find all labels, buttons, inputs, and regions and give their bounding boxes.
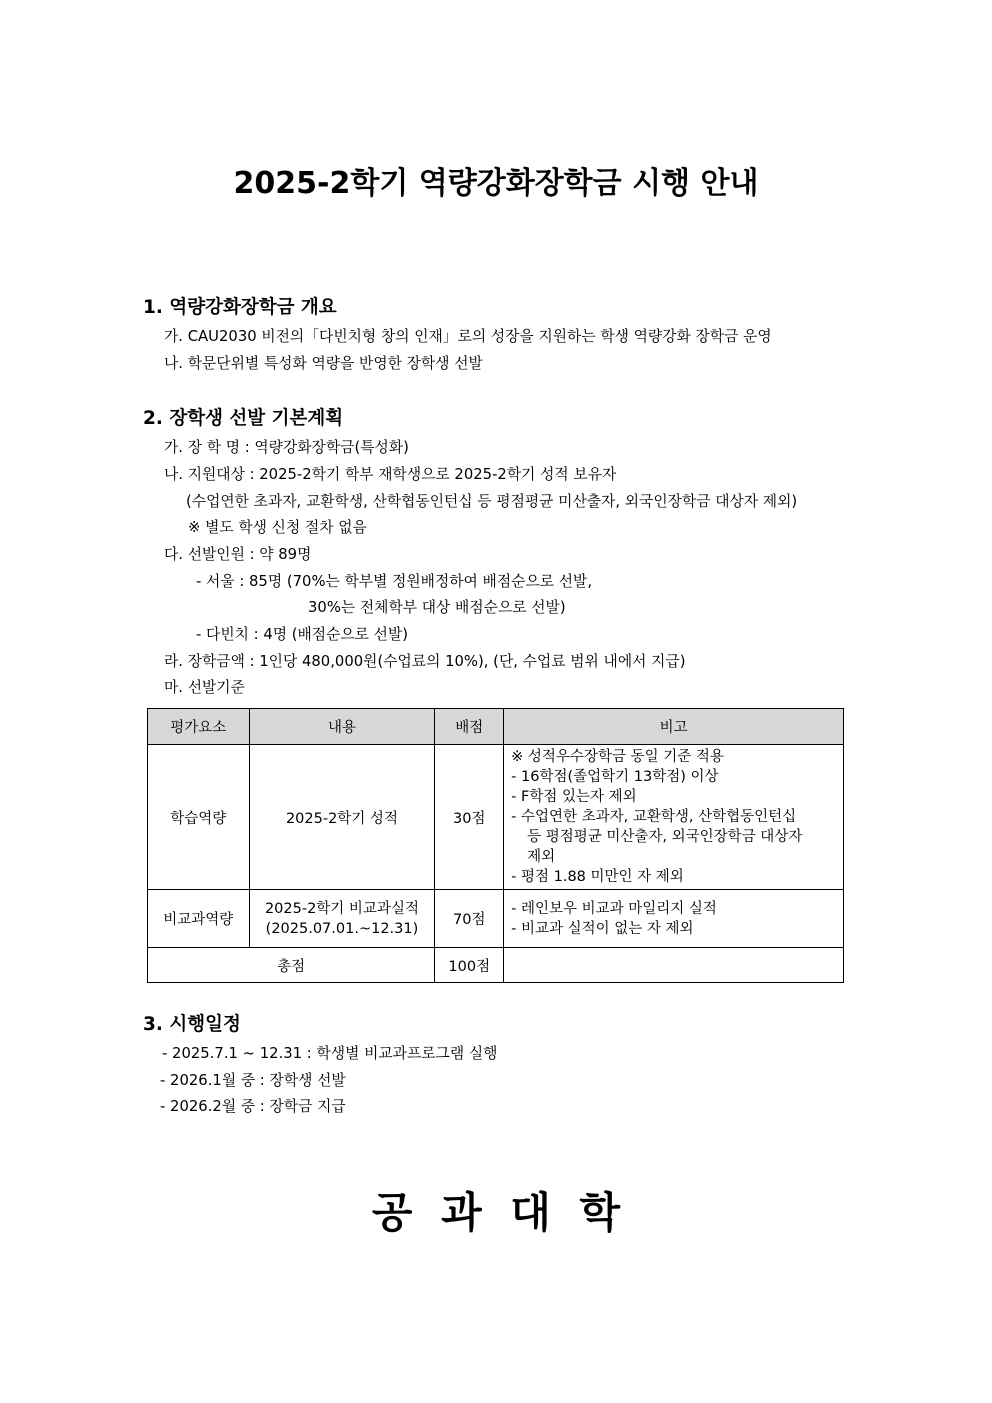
section1-heading: 1. 역량강화장학금 개요 <box>143 297 337 318</box>
schedule-item: - 2026.1월 중 : 장학생 선발 <box>160 1072 346 1089</box>
section3-heading: 3. 시행일정 <box>143 1014 241 1035</box>
remark-line: - 16학점(졸업학기 13학점) 이상 <box>511 769 719 785</box>
total-remarks <box>504 948 844 983</box>
cell-content: 2025-2학기 성적 <box>249 745 435 890</box>
eligibility-exclusions: (수업연한 초과자, 교환학생, 산학협동인턴십 등 평점평균 미산출자, 외국인장학금 대상자 제외) <box>186 493 798 510</box>
table-row <box>148 745 844 890</box>
section2-heading: 2. 장학생 선발 기본계획 <box>143 408 344 429</box>
remark-line: - 수업연한 초과자, 교환학생, 산학협동인턴십 <box>511 809 797 825</box>
selection-criteria-line: 마. 선발기준 <box>164 679 245 696</box>
scholarship-name-line: 가. 장 학 명 : 역량강화장학금(특성화) <box>164 439 409 456</box>
content-line: (2025.07.01.~12.31) <box>265 920 419 937</box>
remark-line: - 비교과 실적이 없는 자 제외 <box>511 920 694 937</box>
header-evaluation-element: 평가요소 <box>148 709 250 745</box>
eligibility-line: 나. 지원대상 : 2025-2학기 학부 재학생으로 2025-2학기 성적 보유자 <box>164 466 617 483</box>
seoul-quota-continued: 30%는 전체학부 대상 배점순으로 선발) <box>308 599 566 616</box>
remark-line: 등 평점평균 미산출자, 외국인장학금 대상자 <box>527 829 803 845</box>
davinci-quota-line: - 다빈치 : 4명 (배점순으로 선발) <box>196 626 409 643</box>
selection-criteria-table <box>147 708 844 983</box>
remark-line: 제외 <box>527 849 556 865</box>
remark-line: - 레인보우 비교과 마일리지 실적 <box>511 900 717 917</box>
table-header-row <box>148 709 844 745</box>
cell-element: 학습역량 <box>148 745 250 890</box>
table-total-row <box>148 948 844 983</box>
remark-line: - 평점 1.88 미만인 자 제외 <box>511 869 684 885</box>
schedule-item: - 2025.7.1 ~ 12.31 : 학생별 비교과프로그램 실행 <box>162 1045 498 1062</box>
cell-remarks <box>504 745 844 890</box>
cell-element: 비교과역량 <box>148 890 250 948</box>
table-row <box>148 890 844 948</box>
header-content: 내용 <box>249 709 435 745</box>
remark-line: ※ 성적우수장학금 동일 기준 적용 <box>511 749 724 765</box>
cell-content <box>249 890 435 948</box>
issuer-signature: 공 과 대 학 <box>371 1188 621 1237</box>
cell-remarks <box>504 890 844 948</box>
selection-count-line: 다. 선발인원 : 약 89명 <box>164 546 312 563</box>
section1-item: 가. CAU2030 비전의「다빈치형 창의 인재」로의 성장을 지원하는 학생 역량강화 장학금 운영 <box>164 328 772 345</box>
cell-score: 70점 <box>435 890 504 948</box>
header-score: 배점 <box>435 709 504 745</box>
section1-item: 나. 학문단위별 특성화 역량을 반영한 장학생 선발 <box>164 355 483 372</box>
scholarship-amount-line: 라. 장학금액 : 1인당 480,000원(수업료의 10%), (단, 수업료 범위 내에서 지급) <box>164 653 686 670</box>
header-remarks: 비고 <box>504 709 844 745</box>
cell-score: 30점 <box>435 745 504 890</box>
document-title: 2025-2학기 역량강화장학금 시행 안내 <box>233 166 759 201</box>
no-application-note: ※ 별도 학생 신청 절차 없음 <box>188 519 367 536</box>
remark-line: - F학점 있는자 제외 <box>511 789 637 805</box>
schedule-item: - 2026.2월 중 : 장학금 지급 <box>160 1098 346 1115</box>
seoul-quota-line: - 서울 : 85명 (70%는 학부별 정원배정하여 배점순으로 선발, <box>196 573 593 590</box>
total-score: 100점 <box>435 948 504 983</box>
content-line: 2025-2학기 비교과실적 <box>264 900 419 917</box>
total-label: 총점 <box>148 948 435 983</box>
